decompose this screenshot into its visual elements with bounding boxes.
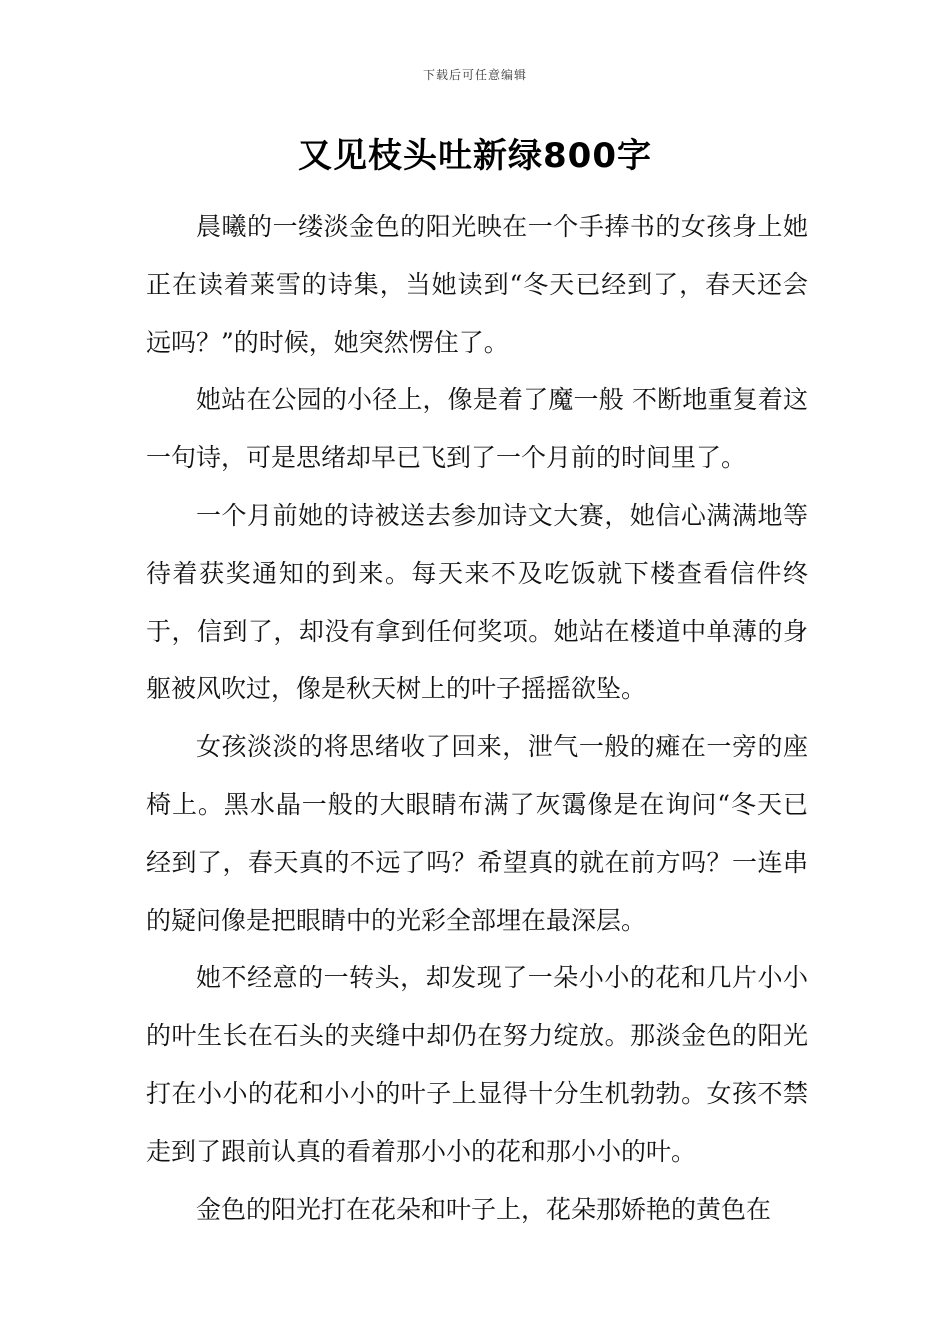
document-title: 又见枝头吐新绿800字	[298, 136, 652, 176]
paragraph-2: 她站在公园的小径上，像是着了魔一般 不断地重复着这一句诗，可是思绪却早已飞到了一个月前的时间里了。	[146, 385, 808, 473]
header-note: 下载后可任意编辑	[422, 68, 527, 82]
paragraph-6: 金色的阳光打在花朵和叶子上，花朵那娇艳的黄色在	[196, 1194, 772, 1224]
paragraph-4: 女孩淡淡的将思绪收了回来，泄气一般的瘫在一旁的座椅上。黑水晶一般的大眼睛布满了灰霭像是在询问“冬天已经到了，春天真的不远了吗？希望真的就在前方吗？一连串的疑问像是把眼睛中的光彩全部埋在最深层。	[146, 732, 808, 935]
document-body	[146, 198, 808, 1238]
paragraph-5: 她不经意的一转头，却发现了一朵小小的花和几片小小的叶生长在石头的夹缝中却仍在努力绽放。那淡金色的阳光打在小小的花和小小的叶子上显得十分生机勃勃。女孩不禁走到了跟前认真的看着那小小的花和那小小的叶。	[146, 963, 808, 1166]
paragraph-1: 晨曦的一缕淡金色的阳光映在一个手捧书的女孩身上她正在读着莱雪的诗集，当她读到“冬天已经到了，春天还会远吗？”的时候，她突然愣住了。	[146, 212, 808, 357]
paragraph-3: 一个月前她的诗被送去参加诗文大赛，她信心满满地等待着获奖通知的到来。每天来不及吃饭就下楼查看信件终于，信到了，却没有拿到任何奖项。她站在楼道中单薄的身躯被风吹过，像是秋天树上的叶子摇摇欲坠。	[146, 500, 808, 704]
